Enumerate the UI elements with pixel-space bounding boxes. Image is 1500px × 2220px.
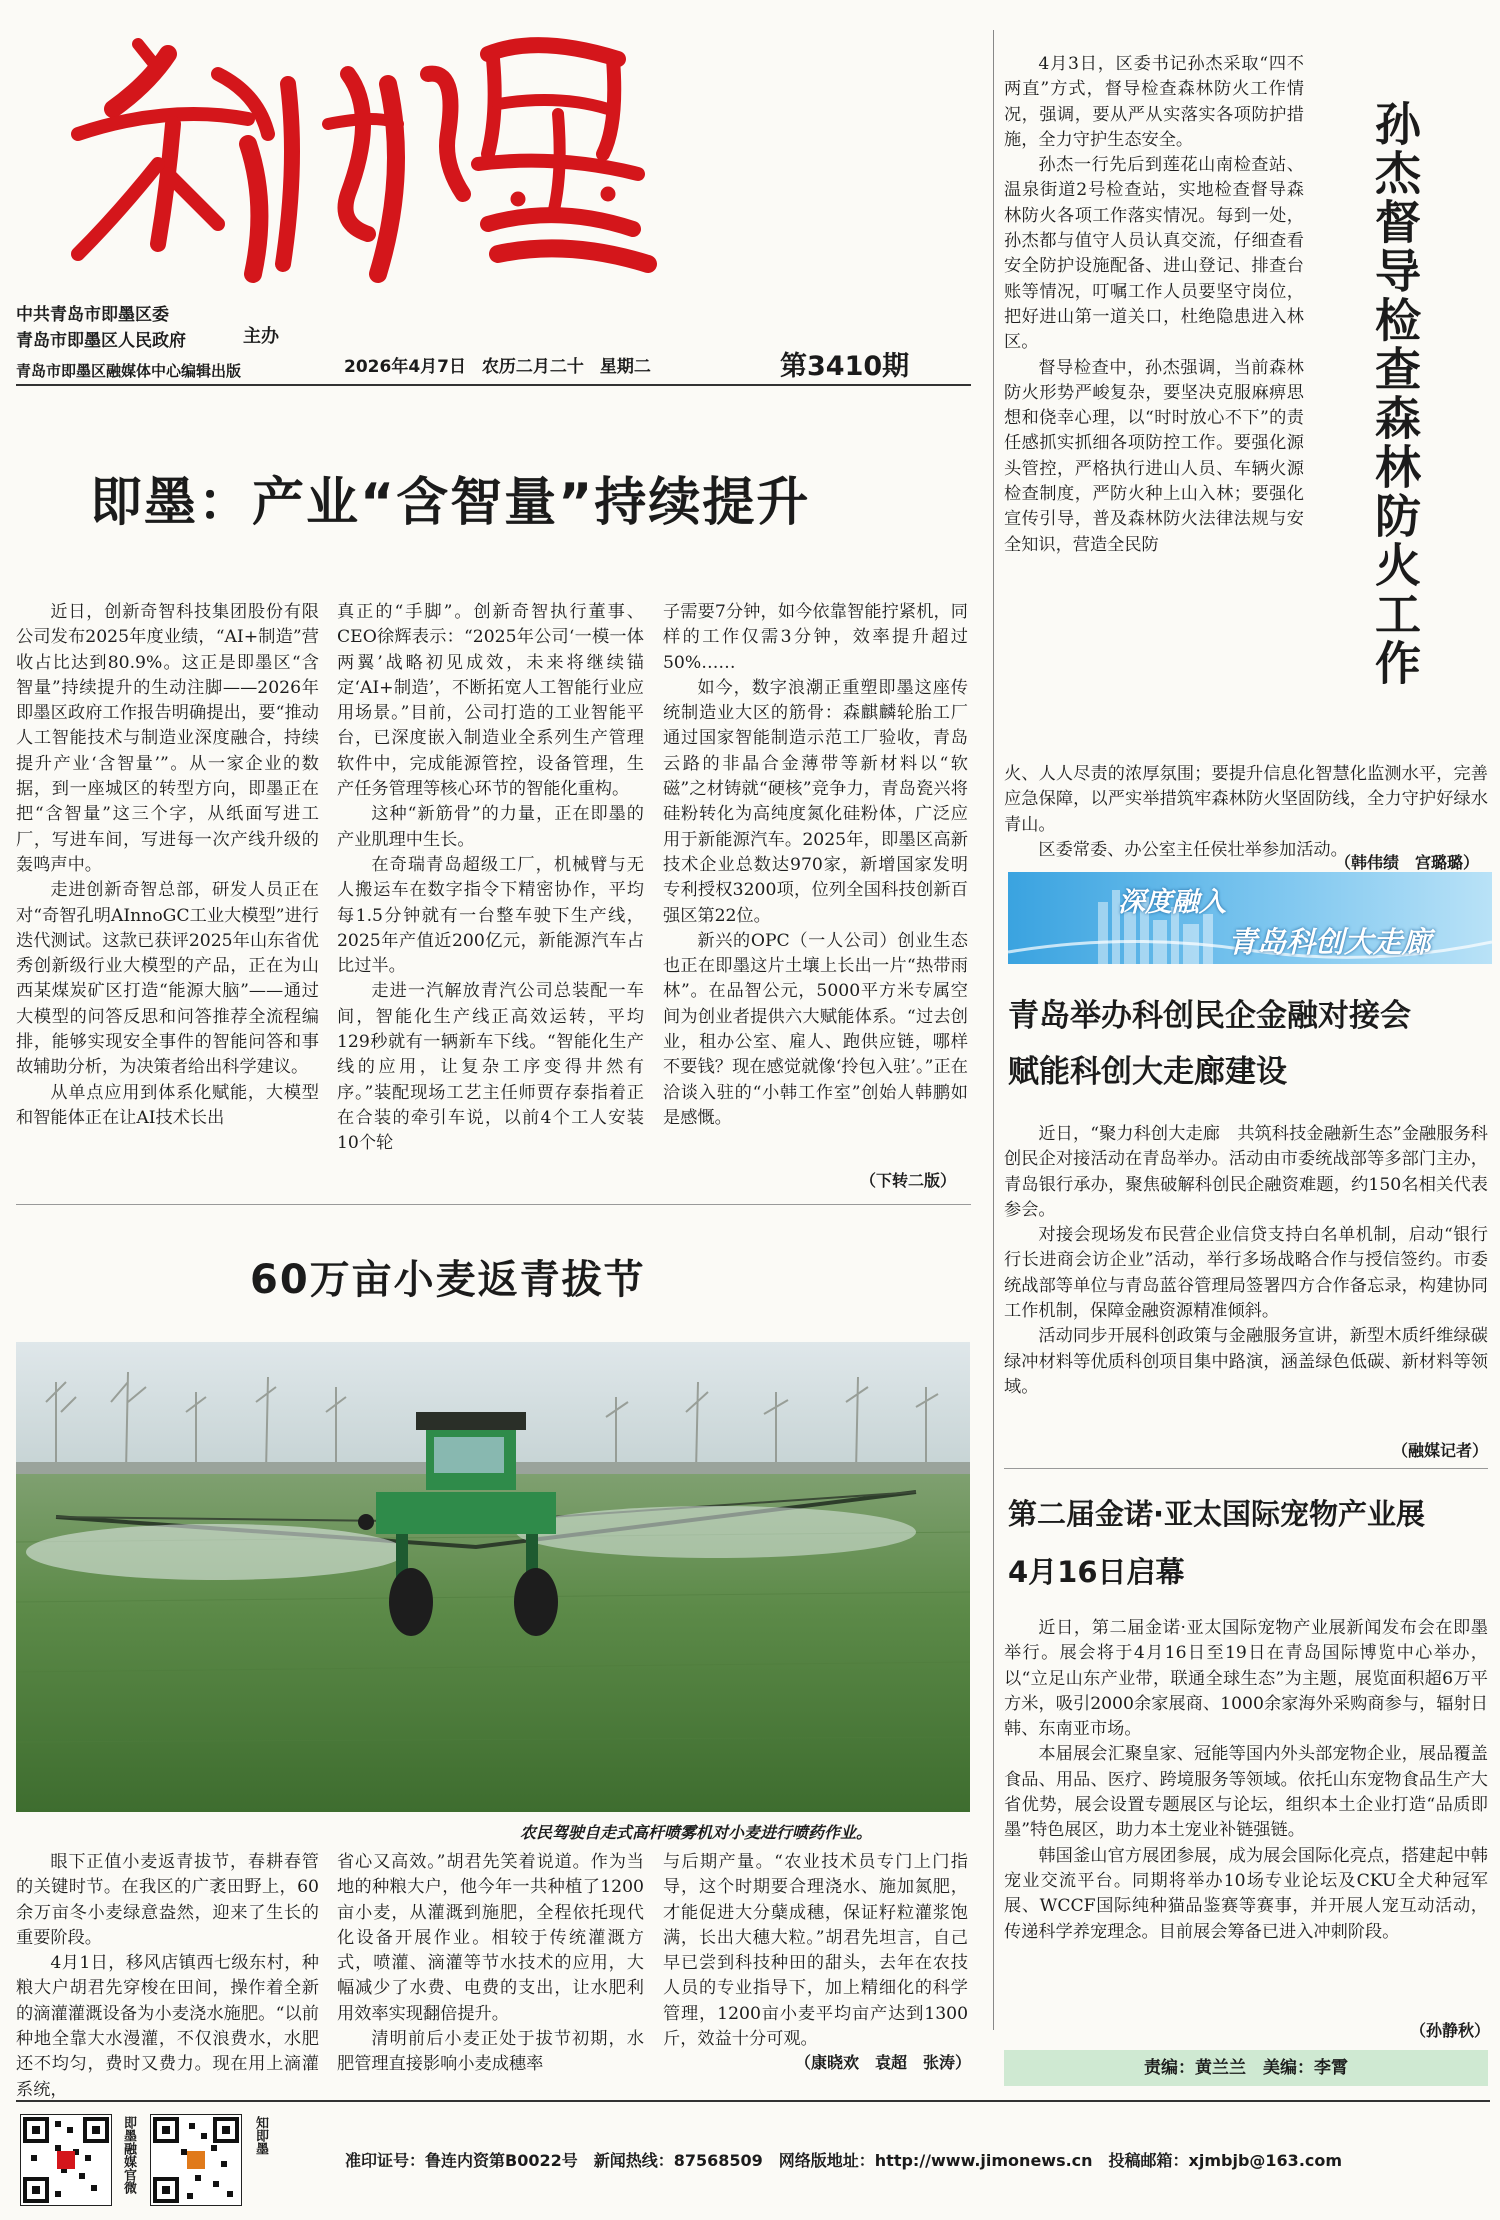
forest-wide	[1004, 762, 1488, 863]
wheat-p3: 省心又高效。”胡君先笑着说道。作为当地的种粮大户，他今年一共种植了1200亩小麦，从灌溉到施肥，全程依托现代化设备开展作业。相较于传统灌溉方式，喷灌、滴灌等节水技术的应用，大幅减少了水费、电费的支出，让水肥利用效率实现翻倍提升。	[337, 1852, 644, 2024]
lead-col-3	[663, 600, 968, 1131]
finance-headline-1: 青岛举办科创民企金融对接会	[1008, 998, 1411, 1034]
forest-p2: 孙杰一行先后到莲花山南检查站、温泉街道2号检查站，实地检查督导森林防火各项工作落实情况。每到一处，孙杰都与值守人员认真交流，仔细查看安全防护设施配备、进山登记、排查台账等情况，叮嘱工作人员要坚守岗位，把好进山第一道关口，杜绝隐患进入林区。	[1004, 155, 1304, 353]
lead-bottom-rule	[16, 1204, 971, 1205]
wheat-p5: 与后期产量。“农业技术员专门上门指导，这个时期要合理浇水、施加氮肥，才能促进大分蘖成穗，保证籽粒灌浆饱满，长出大穗大粒。”胡君先坦言，自己早已尝到科技种田的甜头，去年在农技人员的专业指导下，加上精细化的科学管理，1200亩小麦平均亩产达到1300斤，效益十分可观。	[663, 1852, 968, 2050]
wheat-p2: 4月1日，移风店镇西七级东村，种粮大户胡君先穿梭在田间，操作着全新的滴灌灌溉设备为小麦浇水施肥。“以前种地全靠大水漫灌，不仅浪费水，水肥还不均匀，费时又费力。现在用上滴灌系统，	[16, 1953, 319, 2100]
date: 2026年4月7日	[344, 357, 466, 377]
masthead-rule	[16, 384, 971, 386]
wheat-col-2	[337, 1850, 644, 2078]
lead-p1: 近日，创新奇智科技集团股份有限公司发布2025年度业绩，“AI+制造”营收占比达到80.9%。这正是即墨区“含智量”持续提升的生动注脚——2026年即墨区政府工作报告明确提出，要“推动人工智能技术与制造业深度融合，持续提升产业‘含智量’”。从一家企业的数据，到一座城区的转型方向，即墨正在把“含智量”这三个字，从纸面写进工厂，写进车间，写进每一次产线升级的轰鸣声中。	[16, 602, 319, 875]
lead-p5: 这种“新筋骨”的力量，正在即墨的产业肌理中生长。	[337, 804, 644, 850]
pet-byline: （孙静秋）	[1410, 2021, 1491, 2040]
forest-p4: 火、人人尽责的浓厚氛围；要提升信息化智慧化监测水平，完善应急保障，以严实举措筑牢森林防火坚固防线，全力守护好绿水青山。	[1004, 764, 1488, 835]
qr-label-1: 即墨融媒官微	[121, 2116, 136, 2194]
finance-body	[1004, 1122, 1488, 1400]
qr-pattern-2	[151, 2115, 241, 2205]
lead-p4: 真正的“手脚”。创新奇智执行董事、CEO徐辉表示：“2025年公司‘一模一体两翼’战略初见成效，未来将继续锚定‘AI+制造’，不断拓宽人工智能行业应用场景。”目前，公司打造的工业智能平台，已深度嵌入制造业全系列生产管理软件中，完成能源管控，设备管理，生产任务管理等核心环节的智能化重构。	[337, 602, 644, 800]
forest-p5: 区委常委、办公室主任侯壮举参加活动。	[1038, 839, 1348, 860]
footer-rule	[16, 2100, 1490, 2102]
lead-p8: 子需要7分钟，如今依靠智能拧紧机，同样的工作仅需3分钟，效率提升超过50%……	[663, 602, 968, 673]
pet-body	[1004, 1616, 1488, 1945]
lead-headline: 即墨：产业“含智量”持续提升	[90, 473, 811, 533]
qr-pattern-1	[21, 2115, 111, 2205]
banner-line-1: 深度融入	[1118, 887, 1226, 918]
right-divider	[993, 30, 994, 2030]
pet-p2: 本届展会汇聚皇家、冠能等国内外头部宠物企业，展品覆盖食品、用品、医疗、跨境服务等领域。依托山东宠物食品生产大省优势，展会设置专题展区与论坛，组织本土企业打造“品质即墨”特色展区，助力本土宠业补链强链。	[1004, 1744, 1488, 1841]
finance-rule	[1004, 1468, 1488, 1469]
wheat-p1: 眼下正值小麦返青拔节，春耕春管的关键时节。在我区的广袤田野上，60余万亩冬小麦绿意盎然，迎来了生长的重要阶段。	[16, 1852, 319, 1948]
sponsor-2: 青岛市即墨区人民政府	[16, 331, 186, 351]
date-line	[344, 352, 651, 377]
pet-p3: 韩国釜山官方展团参展，成为展会国际化亮点，搭建起中韩宠业交流平台。同期将举办10场专业论坛及CKU全犬种冠军展、WCCF国际纯种猫品鉴赛等赛事，并开展人宠互动活动，传递科学养宠理念。目前展会筹备已进入冲刺阶段。	[1004, 1845, 1488, 1942]
footer-info: 准印证号：鲁连内资第B0022号 新闻热线：87568509 网络版地址：http://www.jimonews.cn 投稿邮箱：xjmbjb@163.com	[345, 2151, 1343, 2170]
finance-p2: 对接会现场发布民营企业信贷支持白名单机制，启动“银行行长进商会访企业”活动，举行多场战略合作与授信签约。市委统战部等单位与青岛蓝谷管理局签署四方合作备忘录，构建协同工作机制，保障金融资源精准倾斜。	[1004, 1225, 1488, 1322]
forest-headline: 孙杰督导检查森林防火工作	[1368, 100, 1422, 688]
logo-calligraphy	[18, 14, 658, 304]
sponsor-block	[16, 302, 346, 384]
photo-caption: 农民驾驶自走式高杆喷雾机对小麦进行喷药作业。	[520, 1823, 873, 1842]
banner-line-2: 青岛科创大走廊	[1228, 925, 1432, 959]
editors-text: 责编：黄兰兰 美编：李霄	[1144, 2058, 1348, 2078]
sponsor-suffix: 主办	[243, 326, 279, 347]
lunar-date: 农历二月二十	[481, 357, 584, 377]
finance-headline-2: 赋能科创大走廊建设	[1008, 1054, 1287, 1090]
wheat-photo	[16, 1342, 970, 1812]
wheat-col-1	[16, 1850, 319, 2103]
tractor-field-image	[16, 1342, 970, 1812]
pet-headline-2: 4月16日启幕	[1008, 1555, 1185, 1589]
lead-p6: 在奇瑞青岛超级工厂，机械臂与无人搬运车在数字指令下精密协作，平均每1.5分钟就有一台整车驶下生产线，2025年产值近200亿元，新能源汽车占比过半。	[337, 854, 644, 977]
lead-p10: 新兴的OPC（一人公司）创业生态也正在即墨这片土壤上长出一片“热带雨林”。在品智公元，5000平方米专属空间为创业者提供六大赋能体系。“过去创业，租办公室、雇人、跑供应链，哪样不要钱？现在感觉就像‘拎包入驻’。”正在洽谈入驻的“小韩工作室”创始人韩鹏如是感慨。	[663, 930, 968, 1128]
pet-headline-1: 第二届金诺·亚太国际宠物产业展	[1008, 1497, 1426, 1531]
pet-p1: 近日，第二届金诺·亚太国际宠物产业展新闻发布会在即墨举行。展会将于4月16日至19日在青岛国际博览中心举办，以“立足山东产业带，联通全球生态”为主题，展览面积超6万平方米，吸引2000余家展商、1000余家海外采购商参与，辐射日韩、东南亚市场。	[1004, 1618, 1488, 1740]
qr-label-2: 知即墨	[253, 2116, 268, 2155]
corridor-banner	[1008, 872, 1492, 964]
finance-p3: 活动同步开展科创政策与金融服务宣讲，新型木质纤维绿碳绿冲材料等优质科创项目集中路演，涵盖绿色低碳、新材料等领域。	[1004, 1326, 1488, 1397]
qr-code-2	[150, 2114, 242, 2206]
wheat-headline: 60万亩小麦返青拔节	[250, 1257, 646, 1303]
wheat-col-3	[663, 1850, 968, 2052]
forest-narrow	[1004, 52, 1304, 558]
qr-code-1	[20, 2114, 112, 2206]
forest-p1: 4月3日，区委书记孙杰采取“四不两直”方式，督导检查森林防火工作情况，强调，要从严从实落实各项防护措施，全力守护生态安全。	[1004, 54, 1304, 150]
masthead-logo	[18, 14, 658, 304]
lead-p9: 如今，数字浪潮正重塑即墨这座传统制造业大区的筋骨：森麒麟轮胎工厂通过国家智能制造示范工厂验收，青岛云路的非晶合金薄带等新材料以“软磁”之材铸就“硬核”竞争力，青岛瓷兴将硅粉转化为高纯度氮化硅粉体，广泛应用于新能源汽车。2025年，即墨区高新技术企业总数达970家，新增国家发明专利授权3200项，位列全国科技创新百强区第22位。	[663, 677, 968, 926]
issue-number: 第3410期	[780, 351, 910, 382]
finance-byline: （融媒记者）	[1392, 1441, 1489, 1460]
wheat-p4: 清明前后小麦正处于拔节初期，水肥管理直接影响小麦成穗率	[337, 2029, 644, 2075]
lead-p3: 从单点应用到体系化赋能，大模型和智能体正在让AI技术长出	[16, 1082, 319, 1128]
forest-p3: 督导检查中，孙杰强调，当前森林防火形势严峻复杂，要坚决克服麻痹思想和侥幸心理，以“时时放心不下”的责任感抓实抓细各项防控工作。要强化源头管控，严格执行进山人员、车辆火源检查制度，严防火种上山入林；要强化宣传引导，普及森林防火法律法规与安全知识，营造全民防	[1004, 357, 1304, 555]
lead-col-2	[337, 600, 644, 1157]
lead-col-1	[16, 600, 319, 1131]
sponsor-1: 中共青岛市即墨区委	[16, 305, 169, 325]
editor-line: 青岛市即墨区融媒体中心编辑出版	[16, 362, 242, 380]
forest-byline: （韩伟绩 宫璐璐）	[1335, 853, 1480, 872]
lead-p2: 走进创新奇智总部，研发人员正在对“奇智孔明AInnoGC工业大模型”进行迭代测试。这款已获评2025年山东省优秀创新级行业大模型的产品，正在为山西某煤炭矿区打造“能源大脑”——通过大模型的问答反思和问答推荐全流程编排，能够实现安全事件的智能问答和事故辅助分析，为决策者给出科学建议。	[16, 880, 319, 1078]
weekday: 星期二	[599, 357, 651, 377]
lead-p7: 走进一汽解放青汽公司总装配一车间，智能化生产线正高效运转，平均129秒就有一辆新车下线。“智能化生产线的应用，让复杂工序变得井然有序。”装配现场工艺主任师贾存泰指着正在合装的牵引车说，以前4个工人安装10个轮	[337, 981, 644, 1154]
finance-p1: 近日，“聚力科创大走廊 共筑科技金融新生态”金融服务科创民企对接活动在青岛举办。活动由市委统战部等多部门主办，青岛银行承办，聚焦破解科创民企融资难题，约150名相关代表参会。	[1004, 1124, 1488, 1220]
editors-bar	[1004, 2050, 1488, 2086]
wheat-byline: （康晓欢 袁超 张涛）	[795, 2053, 972, 2072]
lead-continued: （下转二版）	[860, 1171, 957, 1190]
